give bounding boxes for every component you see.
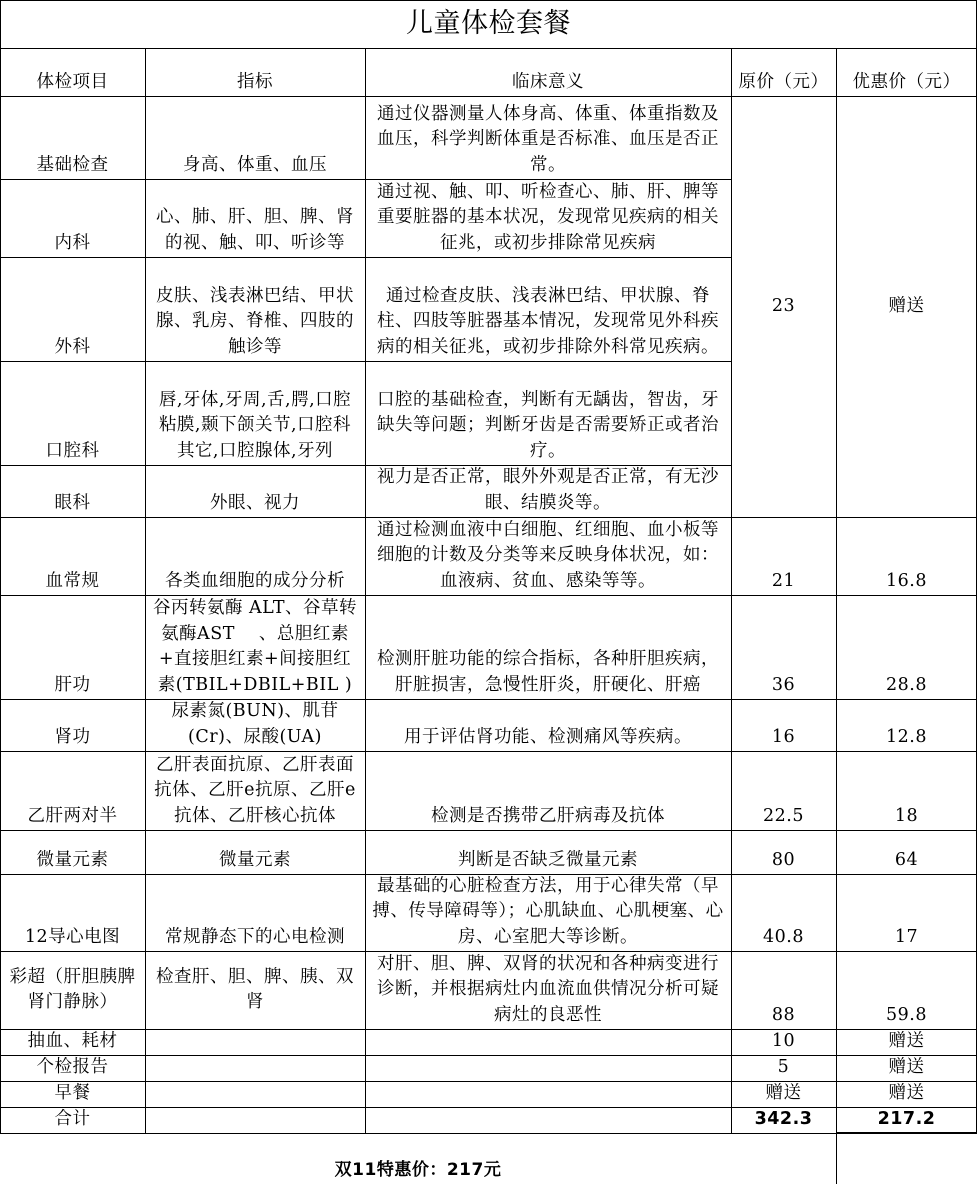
row-indicator: 检查肝、胆、脾、胰、双肾: [156, 966, 354, 1012]
row-meaning: 对肝、胆、脾、双肾的状况和各种病变进行诊断，并根据病灶内血流血供情况分析可疑病灶的良恶性: [377, 953, 719, 1025]
header-price: 原价（元）: [738, 71, 829, 92]
row-price: 赠送: [765, 1082, 802, 1103]
row-price: 16: [771, 726, 796, 747]
row-indicator: 心、肺、肝、胆、脾、肾的视、触、叩、听诊等: [156, 207, 354, 253]
row-item: 血常规: [45, 570, 100, 591]
row-item: 彩超（肝胆胰脾肾门静脉）: [9, 966, 136, 1012]
row-meaning: 用于评估肾功能、检测痛风等疾病。: [404, 726, 692, 747]
row-price: 10: [771, 1030, 796, 1051]
row-price: 22.5: [763, 805, 804, 826]
row-item: 抽血、耗材: [27, 1030, 118, 1051]
row-meaning: 通过检查皮肤、浅表淋巴结、甲状腺、脊柱、四肢等脏器基本情况，发现常见外科疾病的相关征兆，或初步排除外科常见疾病。: [377, 285, 719, 357]
row-price: 36: [771, 674, 796, 695]
row-meaning: 检测是否携带乙肝病毒及抗体: [431, 805, 665, 826]
row-discount: 18: [894, 805, 919, 826]
row-price: 80: [771, 849, 796, 870]
row-indicator: 各类血细胞的成分分析: [165, 570, 345, 591]
row-indicator: 常规静态下的心电检测: [165, 926, 345, 947]
row-price: 88: [771, 1004, 796, 1025]
row-discount: 赠送: [888, 1082, 925, 1103]
header-discount: 优惠价（元）: [852, 71, 961, 92]
row-indicator: 尿素氮(BUN)、肌苷(Cr)、尿酸(UA): [171, 701, 339, 747]
total-discount: 217.2: [877, 1108, 936, 1129]
row-indicator: 乙肝表面抗原、乙肝表面抗体、乙肝e抗原、乙肝e抗体、乙肝核心抗体: [154, 754, 356, 826]
group-discount: 赠送: [888, 295, 925, 316]
row-discount: 64: [894, 849, 919, 870]
row-indicator: 皮肤、浅表淋巴结、甲状腺、乳房、脊椎、四肢的触诊等: [156, 285, 354, 357]
row-item: 口腔科: [45, 440, 100, 461]
row-indicator: 外眼、视力: [210, 492, 300, 513]
header-meaning: 临床意义: [512, 71, 584, 92]
row-item: 眼科: [54, 492, 91, 513]
row-item: 乙肝两对半: [27, 805, 118, 826]
row-meaning: 最基础的心脏检查方法，用于心律失常（早搏、传导障碍等）；心肌缺血、心肌梗塞、心房、心室肥大等诊断。: [372, 875, 724, 947]
row-meaning: 视力是否正常，眼外外观是否正常，有无沙眼、结膜炎等。: [377, 467, 719, 513]
row-item: 早餐: [54, 1082, 91, 1103]
row-indicator: 微量元素: [219, 849, 291, 870]
page-title: 儿童体检套餐: [406, 8, 571, 40]
special-price-note: 双11特惠价：217元: [334, 1159, 502, 1180]
row-item: 个检报告: [36, 1056, 109, 1077]
total-price: 342.3: [754, 1108, 813, 1129]
row-price: 5: [777, 1056, 790, 1077]
row-discount: 17: [894, 926, 919, 947]
row-meaning: 判断是否缺乏微量元素: [458, 849, 638, 870]
row-item: 12导心电图: [24, 926, 121, 947]
row-meaning: 通过检测血液中白细胞、红细胞、血小板等细胞的计数及分类等来反映身体状况，如：血液病、贫血、感染等等。: [377, 519, 719, 591]
row-discount: 12.8: [886, 726, 927, 747]
row-price: 40.8: [763, 926, 804, 947]
row-meaning: 检测肝脏功能的综合指标，各种肝胆疾病，肝脏损害，急慢性肝炎，肝硬化、肝癌: [377, 649, 719, 695]
row-item: 外科: [54, 336, 91, 357]
row-price: 21: [771, 570, 796, 591]
row-indicator: 谷丙转氨酶 ALT、谷草转氨酶AST 、总胆红素+直接胆红素+间接胆红素(TBIL+DBIL+BIL ): [152, 598, 358, 695]
row-item: 肾功: [54, 726, 91, 747]
row-indicator: 唇,牙体,牙周,舌,腭,口腔粘膜,颞下颌关节,口腔科其它,口腔腺体,牙列: [158, 389, 352, 461]
row-item: 内科: [54, 232, 91, 253]
row-discount: 16.8: [886, 570, 927, 591]
row-meaning: 口腔的基础检查，判断有无龋齿，智齿，牙缺失等问题；判断牙齿是否需要矫正或者治疗。: [377, 389, 719, 461]
row-indicator: 身高、体重、血压: [183, 154, 327, 175]
row-item: 肝功: [54, 674, 91, 695]
total-label: 合计: [54, 1108, 91, 1129]
row-meaning: 通过视、触、叩、听检查心、肺、肝、脾等重要脏器的基本状况，发现常见疾病的相关征兆，或初步排除常见疾病: [377, 181, 719, 253]
row-item: 微量元素: [36, 849, 109, 870]
row-discount: 赠送: [888, 1056, 925, 1077]
row-discount: 28.8: [886, 674, 927, 695]
header-indicator: 指标: [237, 71, 273, 92]
row-discount: 59.8: [886, 1004, 927, 1025]
row-item: 基础检查: [36, 154, 109, 175]
header-item: 体检项目: [36, 71, 109, 92]
group-price: 23: [771, 295, 796, 316]
row-meaning: 通过仪器测量人体身高、体重、体重指数及血压，科学判断体重是否标准、血压是否正常。: [377, 103, 719, 175]
row-discount: 赠送: [888, 1030, 925, 1051]
